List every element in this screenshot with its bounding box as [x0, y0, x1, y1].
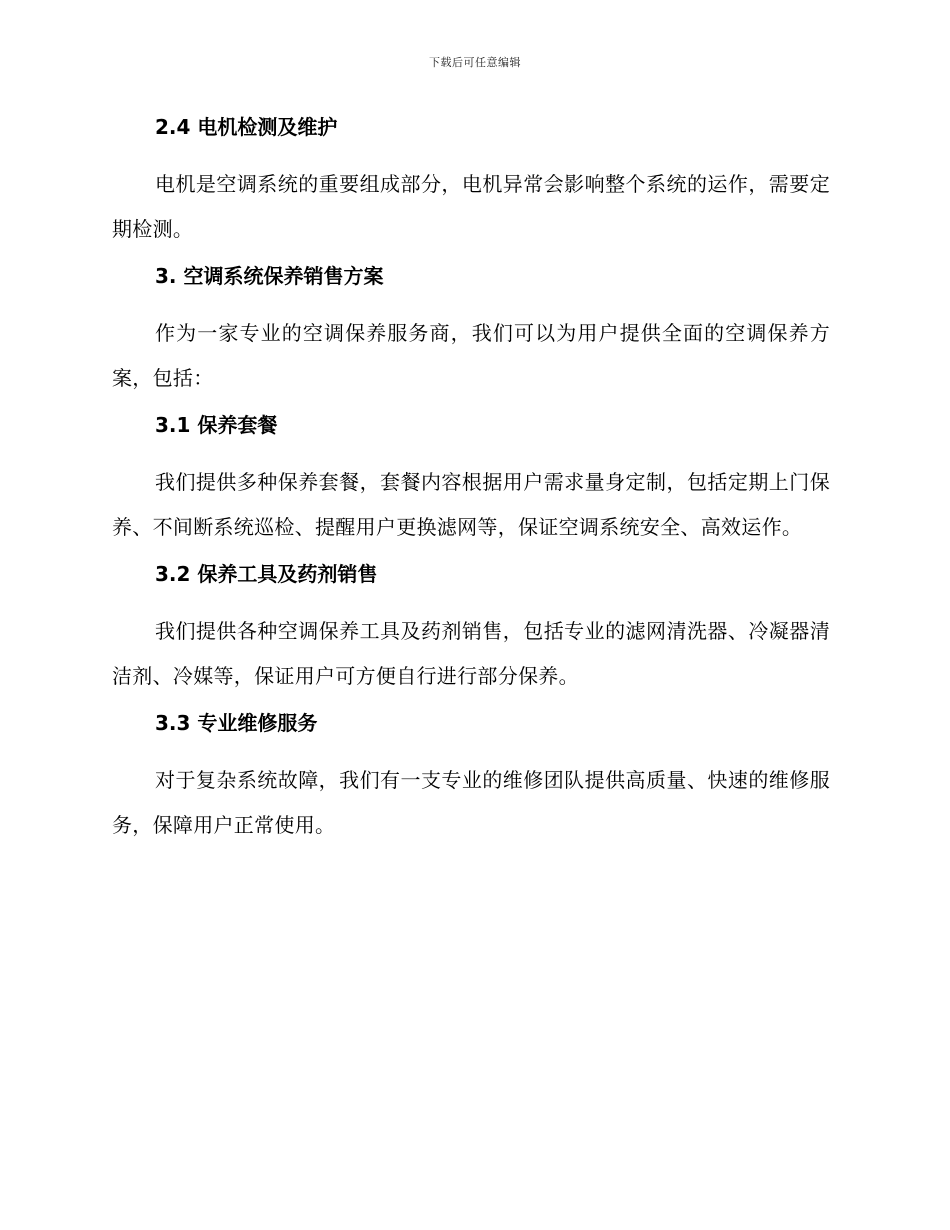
section-heading-2-4: 2.4 电机检测及维护 — [155, 115, 338, 139]
section-paragraph-3: 作为一家专业的空调保养服务商，我们可以为用户提供全面的空调保养方案，包括： — [112, 321, 830, 390]
section-paragraph-2-4: 电机是空调系统的重要组成部分，电机异常会影响整个系统的运作，需要定期检测。 — [112, 172, 830, 241]
page-header-note: 下载后可任意编辑 — [429, 56, 521, 69]
section-paragraph-3-2: 我们提供各种空调保养工具及药剂销售，包括专业的滤网清洗器、冷凝器清洁剂、冷媒等，保证用户可方便自行进行部分保养。 — [112, 619, 830, 688]
section-heading-3-2: 3.2 保养工具及药剂销售 — [155, 562, 378, 586]
document-body — [112, 112, 830, 857]
section-paragraph-3-3: 对于复杂系统故障，我们有一支专业的维修团队提供高质量、快速的维修服务，保障用户正常使用。 — [112, 768, 830, 837]
section-heading-3-1: 3.1 保养套餐 — [155, 413, 278, 437]
section-heading-3-3: 3.3 专业维修服务 — [155, 711, 318, 735]
section-heading-3: 3. 空调系统保养销售方案 — [155, 264, 384, 288]
section-paragraph-3-1: 我们提供多种保养套餐，套餐内容根据用户需求量身定制，包括定期上门保养、不间断系统巡检、提醒用户更换滤网等，保证空调系统安全、高效运作。 — [112, 470, 830, 539]
